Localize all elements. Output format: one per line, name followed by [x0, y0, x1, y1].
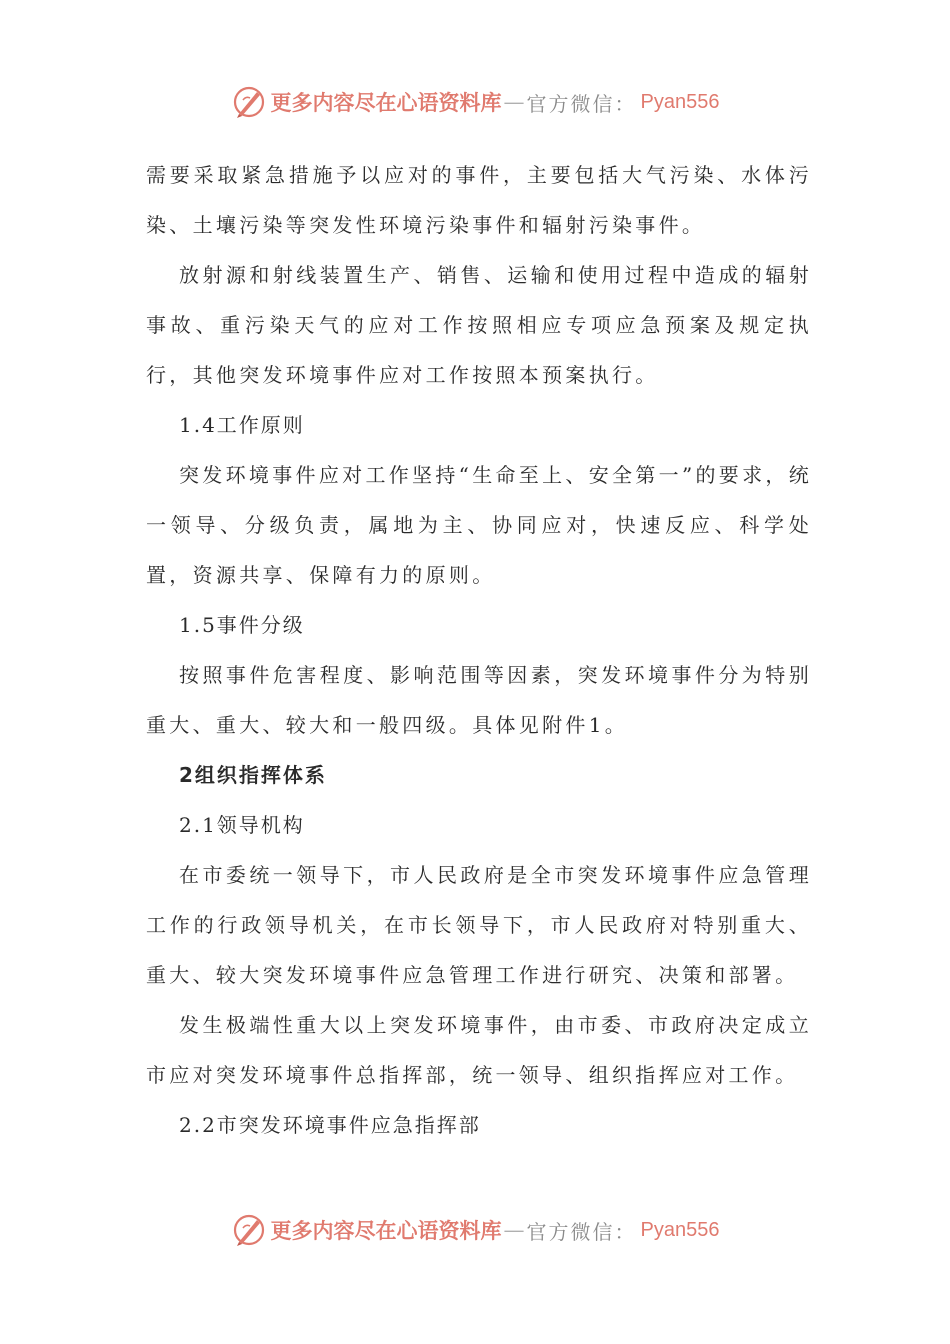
- section-heading-1-4: 1.4工作原则: [179, 413, 305, 437]
- paragraph-work-principles: 突发环境事件应对工作坚持“生命至上、安全第一”的要求，统一领导、分级负责，属地为主、协同应对，快速反应、科学处置，资源共享、保障有力的原则。: [146, 463, 812, 587]
- section-heading-1-5: 1.5事件分级: [179, 613, 305, 637]
- banner-wechat-label: 官方微信：: [526, 1219, 637, 1244]
- paragraph-general-command: 发生极端性重大以上突发环境事件，由市委、市政府决定成立市应对突发环境事件总指挥部，统一领导、组织指挥应对工作。: [146, 1013, 812, 1087]
- section-heading-2: 2组织指挥体系: [179, 763, 327, 787]
- banner-wechat-id: Pyan556: [640, 1218, 720, 1241]
- banner-brand-text: 更多内容尽在心语资料库: [270, 90, 502, 115]
- paragraph-leadership-body: 在市委统一领导下，市人民政府是全市突发环境事件应急管理工作的行政领导机关，在市长领导下，市人民政府对特别重大、重大、较大突发环境事件应急管理工作进行研究、决策和部署。: [146, 863, 812, 987]
- section-heading-2-2: 2.2市突发环境事件应急指挥部: [179, 1113, 481, 1137]
- paragraph-scope-continued: 需要采取紧急措施予以应对的事件，主要包括大气污染、水体污染、土壤污染等突发性环境污染事件和辐射污染事件。: [146, 163, 812, 237]
- banner-wechat-label: 官方微信：: [526, 91, 637, 116]
- pen-logo-icon: [231, 1212, 267, 1248]
- banner-brand-text: 更多内容尽在心语资料库: [270, 1218, 502, 1243]
- paragraph-event-grading: 按照事件危害程度、影响范围等因素，突发环境事件分为特别重大、重大、较大和一般四级。具体见附件1。: [146, 663, 812, 737]
- banner-dash: —: [503, 1218, 525, 1242]
- footer-banner: [0, 1210, 950, 1250]
- banner-dash: —: [503, 90, 525, 114]
- pen-logo-icon: [231, 84, 267, 120]
- section-heading-2-1: 2.1领导机构: [179, 813, 305, 837]
- document-body: [146, 150, 812, 1150]
- header-banner: [0, 82, 950, 122]
- banner-wechat-id: Pyan556: [640, 90, 720, 113]
- paragraph-radiation-exception: 放射源和射线装置生产、销售、运输和使用过程中造成的辐射事故、重污染天气的应对工作按照相应专项应急预案及规定执行，其他突发环境事件应对工作按照本预案执行。: [146, 263, 812, 387]
